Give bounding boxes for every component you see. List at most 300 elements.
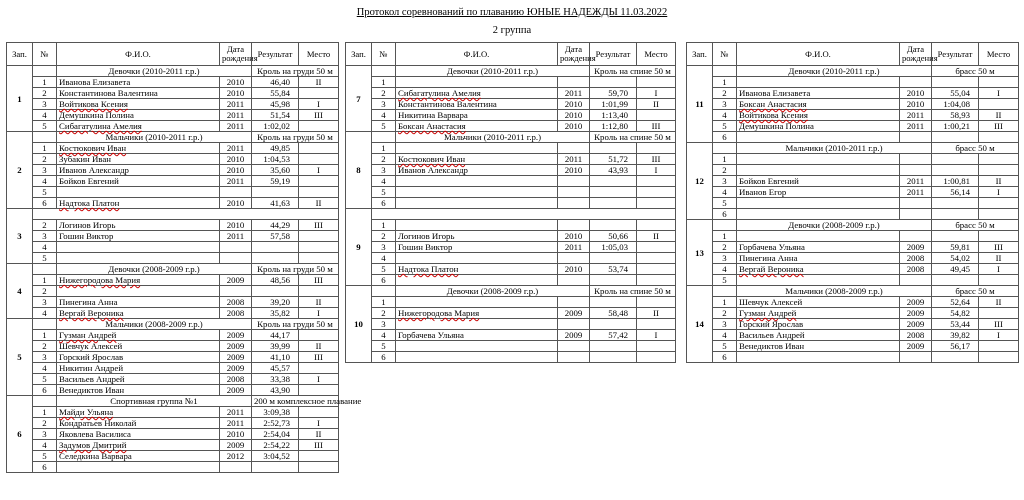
header-name: Ф.И.О. [396, 43, 558, 66]
table-row [346, 275, 676, 286]
lane-number: 2 [713, 88, 737, 99]
event-group: Девочки (2008-2009 г.р.) [737, 220, 932, 231]
lane-number: 3 [713, 99, 737, 110]
lane-number: 1 [33, 407, 57, 418]
birth-year [900, 77, 932, 88]
table-row [346, 176, 676, 187]
result-time: 55,04 [932, 88, 979, 99]
swimmer-name [737, 198, 900, 209]
swim-number: 13 [687, 220, 713, 286]
result-time: 55,84 [252, 88, 299, 99]
place: I [979, 264, 1019, 275]
table-row [687, 253, 1019, 264]
swimmer-name: Горбачева Ульяна [737, 242, 900, 253]
lane-number: 1 [713, 154, 737, 165]
table-row [7, 286, 339, 297]
blank-cell [372, 209, 676, 220]
event-style: брасс 50 м [932, 286, 1019, 297]
event-style: 200 м комплексное плавание [252, 396, 339, 407]
result-time [252, 286, 299, 297]
place [299, 88, 339, 99]
swimmer-name: Пинегина Анна [57, 297, 220, 308]
swimmer-name [737, 154, 900, 165]
swimmer-name [396, 220, 558, 231]
birth-year [900, 154, 932, 165]
result-time [590, 253, 637, 264]
result-time: 44,17 [252, 330, 299, 341]
lane-number: 3 [372, 242, 396, 253]
table-row [346, 341, 676, 352]
result-time: 57,58 [252, 231, 299, 242]
lane-number: 2 [33, 341, 57, 352]
lane-number: 6 [372, 352, 396, 363]
birth-year [558, 176, 590, 187]
result-time: 41,63 [252, 198, 299, 209]
birth-year [900, 198, 932, 209]
birth-year [558, 187, 590, 198]
lane-number: 3 [713, 176, 737, 187]
lane-number: 1 [713, 231, 737, 242]
swimmer-name [737, 352, 900, 363]
swimmer-name [57, 462, 220, 473]
table-row [7, 385, 339, 396]
result-time: 1:02,02 [252, 121, 299, 132]
swimmer-name: Никитина Варвара [396, 110, 558, 121]
table-row [687, 242, 1019, 253]
result-time: 3:09,38 [252, 407, 299, 418]
swimmer-name: Зубакин Иван [57, 154, 220, 165]
birth-year [558, 297, 590, 308]
table-row [687, 198, 1019, 209]
table-row [346, 198, 676, 209]
lane-number: 1 [372, 143, 396, 154]
swimmer-name [737, 275, 900, 286]
birth-year [558, 275, 590, 286]
page-title: Протокол соревнований по плаванию ЮНЫЕ НАДЕЖДЫ 11.03.2022 [356, 7, 668, 18]
swimmer-name [737, 209, 900, 220]
result-time [252, 253, 299, 264]
place: I [299, 418, 339, 429]
header-result: Результат [932, 43, 979, 66]
swim-number: 9 [346, 209, 372, 286]
table-row [346, 330, 676, 341]
place [979, 99, 1019, 110]
table-row [346, 187, 676, 198]
swimmer-name: Костюкович Иван [57, 143, 220, 154]
place: III [979, 242, 1019, 253]
table-row [687, 154, 1019, 165]
birth-year: 2010 [900, 99, 932, 110]
lane-number: 5 [372, 341, 396, 352]
birth-year: 2010 [558, 165, 590, 176]
place: I [299, 374, 339, 385]
place: II [637, 99, 676, 110]
result-time [252, 242, 299, 253]
place [299, 330, 339, 341]
blank-row [346, 209, 676, 220]
header-num: № [713, 43, 737, 66]
swimmer-name: Боксан Анастасия [737, 99, 900, 110]
lane-number: 1 [372, 77, 396, 88]
result-time: 35,60 [252, 165, 299, 176]
table-row [7, 121, 339, 132]
lane-number: 5 [372, 264, 396, 275]
place: III [299, 275, 339, 286]
table-row [7, 154, 339, 165]
swim-number: 3 [7, 209, 33, 264]
birth-year: 2011 [900, 176, 932, 187]
lane-number: 5 [33, 121, 57, 132]
event-spacer [33, 319, 57, 330]
birth-year [220, 187, 252, 198]
birth-year: 2011 [220, 143, 252, 154]
table-row [7, 88, 339, 99]
table-row [7, 99, 339, 110]
result-time: 1:04,53 [252, 154, 299, 165]
swimmer-name: Кондратьев Николай [57, 418, 220, 429]
birth-year: 2008 [900, 253, 932, 264]
place [979, 341, 1019, 352]
place: II [299, 341, 339, 352]
result-time [590, 198, 637, 209]
swimmer-name: Войтикова Ксения [57, 99, 220, 110]
lane-number: 4 [713, 187, 737, 198]
result-time: 39,82 [932, 330, 979, 341]
table-row [7, 407, 339, 418]
lane-number: 5 [33, 374, 57, 385]
result-time: 41,10 [252, 352, 299, 363]
place: I [637, 165, 676, 176]
birth-year: 2009 [220, 363, 252, 374]
swimmer-name: Горский Ярослав [57, 352, 220, 363]
lane-number: 3 [372, 165, 396, 176]
result-time: 54,02 [932, 253, 979, 264]
place [637, 187, 676, 198]
header-place: Место [979, 43, 1019, 66]
lane-number: 2 [33, 286, 57, 297]
swimmer-name: Константинова Валентина [57, 88, 220, 99]
birth-year: 2009 [900, 308, 932, 319]
place [979, 154, 1019, 165]
swim-number: 2 [7, 132, 33, 209]
place [637, 275, 676, 286]
table-row [687, 187, 1019, 198]
header-birth: Дата рождения [558, 43, 590, 66]
result-time: 1:05,03 [590, 242, 637, 253]
table-row [7, 462, 339, 473]
table-row [7, 352, 339, 363]
lane-number: 5 [33, 187, 57, 198]
swimmer-name [737, 132, 900, 143]
table-header-row [346, 43, 676, 66]
swimmer-name: Костюкович Иван [396, 154, 558, 165]
event-header-row [346, 66, 676, 77]
birth-year [558, 143, 590, 154]
swimmer-name: Иванов Егор [737, 187, 900, 198]
event-style: Кроль на спине 50 м [590, 132, 676, 143]
birth-year: 2009 [558, 330, 590, 341]
place: I [637, 330, 676, 341]
birth-year: 2008 [220, 374, 252, 385]
result-time [590, 176, 637, 187]
place [637, 297, 676, 308]
event-style: Кроль на груди 50 м [252, 66, 339, 77]
result-time: 54,82 [932, 308, 979, 319]
place: II [299, 429, 339, 440]
result-time: 1:12,80 [590, 121, 637, 132]
event-spacer [713, 143, 737, 154]
event-group: Мальчики (2010-2011 г.р.) [57, 132, 252, 143]
birth-year [900, 231, 932, 242]
lane-number: 4 [713, 110, 737, 121]
place [979, 198, 1019, 209]
birth-year: 2009 [900, 341, 932, 352]
lane-number: 4 [372, 176, 396, 187]
table-row [7, 242, 339, 253]
place: II [637, 308, 676, 319]
swimmer-name: Горский Ярослав [737, 319, 900, 330]
result-time: 59,19 [252, 176, 299, 187]
birth-year: 2011 [220, 231, 252, 242]
event-header-row [687, 66, 1019, 77]
event-spacer [33, 132, 57, 143]
swimmer-name: Майди Ульяна [57, 407, 220, 418]
place [637, 198, 676, 209]
result-time: 3:04,52 [252, 451, 299, 462]
result-time [590, 220, 637, 231]
place: II [979, 176, 1019, 187]
place: III [979, 319, 1019, 330]
table-row [7, 297, 339, 308]
event-header-row [7, 396, 339, 407]
lane-number: 2 [372, 308, 396, 319]
place [979, 209, 1019, 220]
lane-number: 5 [33, 253, 57, 264]
table-row [7, 440, 339, 451]
swimmer-name: Гузман Андрей [737, 308, 900, 319]
header-zap: Зап. [346, 43, 372, 66]
lane-number: 2 [33, 220, 57, 231]
table-row [687, 275, 1019, 286]
swim-number: 1 [7, 66, 33, 132]
birth-year: 2011 [900, 187, 932, 198]
swimmer-name: Бойков Евгений [57, 176, 220, 187]
place [299, 385, 339, 396]
event-group: Мальчики (2008-2009 г.р.) [57, 319, 252, 330]
table-row [687, 297, 1019, 308]
event-group: Спортивная группа №1 [57, 396, 252, 407]
event-style: Кроль на груди 50 м [252, 264, 339, 275]
swimmer-name: Венедиктов Иван [737, 341, 900, 352]
swimmer-name [57, 286, 220, 297]
event-header-row [346, 286, 676, 297]
table-row [346, 242, 676, 253]
birth-year: 2009 [558, 308, 590, 319]
birth-year: 2011 [558, 242, 590, 253]
lane-number: 5 [713, 341, 737, 352]
header-num: № [33, 43, 57, 66]
place [979, 165, 1019, 176]
birth-year: 2009 [220, 275, 252, 286]
table-row [687, 99, 1019, 110]
swimmer-name: Яковлева Василиса [57, 429, 220, 440]
swim-number: 7 [346, 66, 372, 132]
birth-year: 2008 [900, 264, 932, 275]
birth-year: 2009 [900, 319, 932, 330]
header-birth: Дата рождения [900, 43, 932, 66]
result-time: 52,64 [932, 297, 979, 308]
swimmer-name: Вергай Вероника [57, 308, 220, 319]
swimmer-name [396, 77, 558, 88]
result-time [932, 132, 979, 143]
birth-year [220, 253, 252, 264]
result-time [932, 231, 979, 242]
table-row [7, 176, 339, 187]
result-time: 50,66 [590, 231, 637, 242]
event-group: Девочки (2010-2011 г.р.) [57, 66, 252, 77]
lane-number: 2 [372, 88, 396, 99]
lane-number: 3 [33, 99, 57, 110]
lane-number: 4 [33, 110, 57, 121]
birth-year: 2009 [220, 352, 252, 363]
birth-year: 2008 [900, 330, 932, 341]
swimmer-name [396, 143, 558, 154]
lane-number: 3 [713, 253, 737, 264]
result-time: 45,98 [252, 99, 299, 110]
event-spacer [372, 66, 396, 77]
result-time: 1:00,21 [932, 121, 979, 132]
place [979, 132, 1019, 143]
place [299, 176, 339, 187]
place [299, 407, 339, 418]
lane-number: 1 [33, 143, 57, 154]
place [637, 319, 676, 330]
swimmer-name [396, 176, 558, 187]
lane-number: 5 [372, 187, 396, 198]
swim-number: 8 [346, 132, 372, 209]
lane-number: 2 [372, 231, 396, 242]
event-style: брасс 50 м [932, 220, 1019, 231]
place [637, 253, 676, 264]
event-style: Кроль на спине 50 м [590, 286, 676, 297]
place: I [299, 99, 339, 110]
table-header-row [7, 43, 339, 66]
swimmer-name: Гошин Виктор [396, 242, 558, 253]
event-style: брасс 50 м [932, 143, 1019, 154]
event-style: Кроль на груди 50 м [252, 132, 339, 143]
event-header-row [7, 66, 339, 77]
table-row [7, 143, 339, 154]
result-time: 2:52,73 [252, 418, 299, 429]
table-row [687, 231, 1019, 242]
swimmer-name [396, 319, 558, 330]
event-group: Девочки (2008-2009 г.р.) [396, 286, 590, 297]
table-row [7, 198, 339, 209]
birth-year [220, 462, 252, 473]
table-row [346, 121, 676, 132]
swimmer-name: Сибагатулина Амелия [396, 88, 558, 99]
birth-year: 2012 [220, 451, 252, 462]
place: II [299, 77, 339, 88]
place: I [299, 165, 339, 176]
birth-year [900, 275, 932, 286]
lane-number: 1 [372, 297, 396, 308]
swimmer-name: Нижегородова Мария [57, 275, 220, 286]
result-time: 35,82 [252, 308, 299, 319]
swimmer-name: Шевчук Алексей [57, 341, 220, 352]
lane-number: 1 [713, 297, 737, 308]
table-row [346, 264, 676, 275]
lane-number: 3 [33, 297, 57, 308]
table-row [346, 165, 676, 176]
birth-year: 2011 [900, 110, 932, 121]
result-time: 45,57 [252, 363, 299, 374]
birth-year [220, 286, 252, 297]
lane-number: 1 [372, 220, 396, 231]
event-style: брасс 50 м [932, 66, 1019, 77]
lane-number: 4 [33, 308, 57, 319]
lane-number: 2 [713, 242, 737, 253]
lane-number: 2 [713, 165, 737, 176]
birth-year: 2009 [900, 242, 932, 253]
result-time: 57,42 [590, 330, 637, 341]
swimmer-name: Демушкина Полина [57, 110, 220, 121]
swimmer-name: Васильев Андрей [737, 330, 900, 341]
birth-year: 2009 [220, 341, 252, 352]
blank-row [7, 209, 339, 220]
result-time: 59,70 [590, 88, 637, 99]
lane-number: 2 [33, 418, 57, 429]
table-row [7, 330, 339, 341]
birth-year [558, 341, 590, 352]
event-header-row [687, 286, 1019, 297]
event-group: Мальчики (2008-2009 г.р.) [737, 286, 932, 297]
swim-number: 4 [7, 264, 33, 319]
swimmer-name: Демушкина Полина [737, 121, 900, 132]
result-time [590, 187, 637, 198]
place: III [637, 121, 676, 132]
result-time [932, 352, 979, 363]
birth-year: 2010 [220, 154, 252, 165]
birth-year: 2009 [220, 330, 252, 341]
place [299, 253, 339, 264]
table-row [346, 99, 676, 110]
event-group: Мальчики (2010-2011 г.р.) [396, 132, 590, 143]
result-time: 53,44 [932, 319, 979, 330]
birth-year: 2010 [220, 88, 252, 99]
place [637, 220, 676, 231]
swimmer-name: Гошин Виктор [57, 231, 220, 242]
table-row [687, 110, 1019, 121]
table-row [7, 341, 339, 352]
place [299, 286, 339, 297]
result-time [252, 187, 299, 198]
place: II [637, 231, 676, 242]
lane-number: 4 [33, 440, 57, 451]
swim-number: 6 [7, 396, 33, 473]
result-time: 1:01,99 [590, 99, 637, 110]
table-row [346, 308, 676, 319]
table-row [7, 374, 339, 385]
header-birth: Дата рождения [220, 43, 252, 66]
swimmer-name [737, 77, 900, 88]
result-time: 56,17 [932, 341, 979, 352]
lane-number: 6 [33, 462, 57, 473]
swimmer-name: Шевчук Алексей [737, 297, 900, 308]
birth-year [900, 165, 932, 176]
result-time: 49,45 [932, 264, 979, 275]
place [637, 143, 676, 154]
